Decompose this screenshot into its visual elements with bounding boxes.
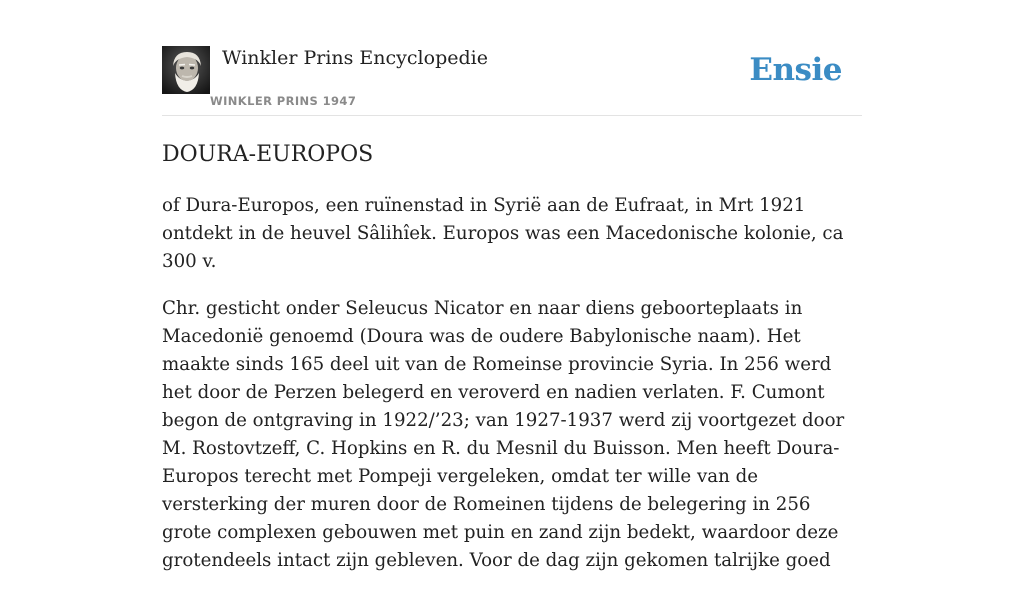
site-header [162,46,862,116]
article-title: DOURA-EUROPOS [162,142,374,167]
source-label[interactable]: WINKLER PRINS 1947 [210,94,357,108]
article-paragraph: of Dura-Europos, een ruïnenstad in Syrië aan de Eufraat, in Mrt 1921 ontdekt in de heuvel Sâlihîek. Europos was een Macedonische kolonie, ca 300 v. [162,195,844,272]
header-divider [162,115,862,116]
author-avatar[interactable] [162,46,210,94]
site-name[interactable]: Winkler Prins Encyclopedie [222,47,488,69]
article-body [162,192,864,594]
portrait-icon [162,46,210,94]
brand-logo[interactable]: Ensie [749,52,842,88]
article-paragraph: Chr. gesticht onder Seleucus Nicator en naar diens geboorteplaats in Macedonië genoemd (Doura was de oudere Babylonische naam). Het maakte sinds 165 deel uit van de Romeinse provincie Syria. In 256 werd het door de Perzen belegerd en veroverd en nadien verlaten. F. Cumont begon de ontgraving in 1922/’23; van 1927-1937 werd zij voortgezet door M. Rostovtzeff, C. Hopkins en R. du Mesnil du Buisson. Men heeft Doura-Europos terecht met Pompeji vergeleken, omdat ter wille van de versterking der muren door de Romeinen tijdens de belegering in 256 grote complexen gebouwen met puin en zand zijn bedekt, waardoor deze grotendeels intact zijn gebleven. Voor de dag zijn gekomen talrijke goed [162,298,845,571]
